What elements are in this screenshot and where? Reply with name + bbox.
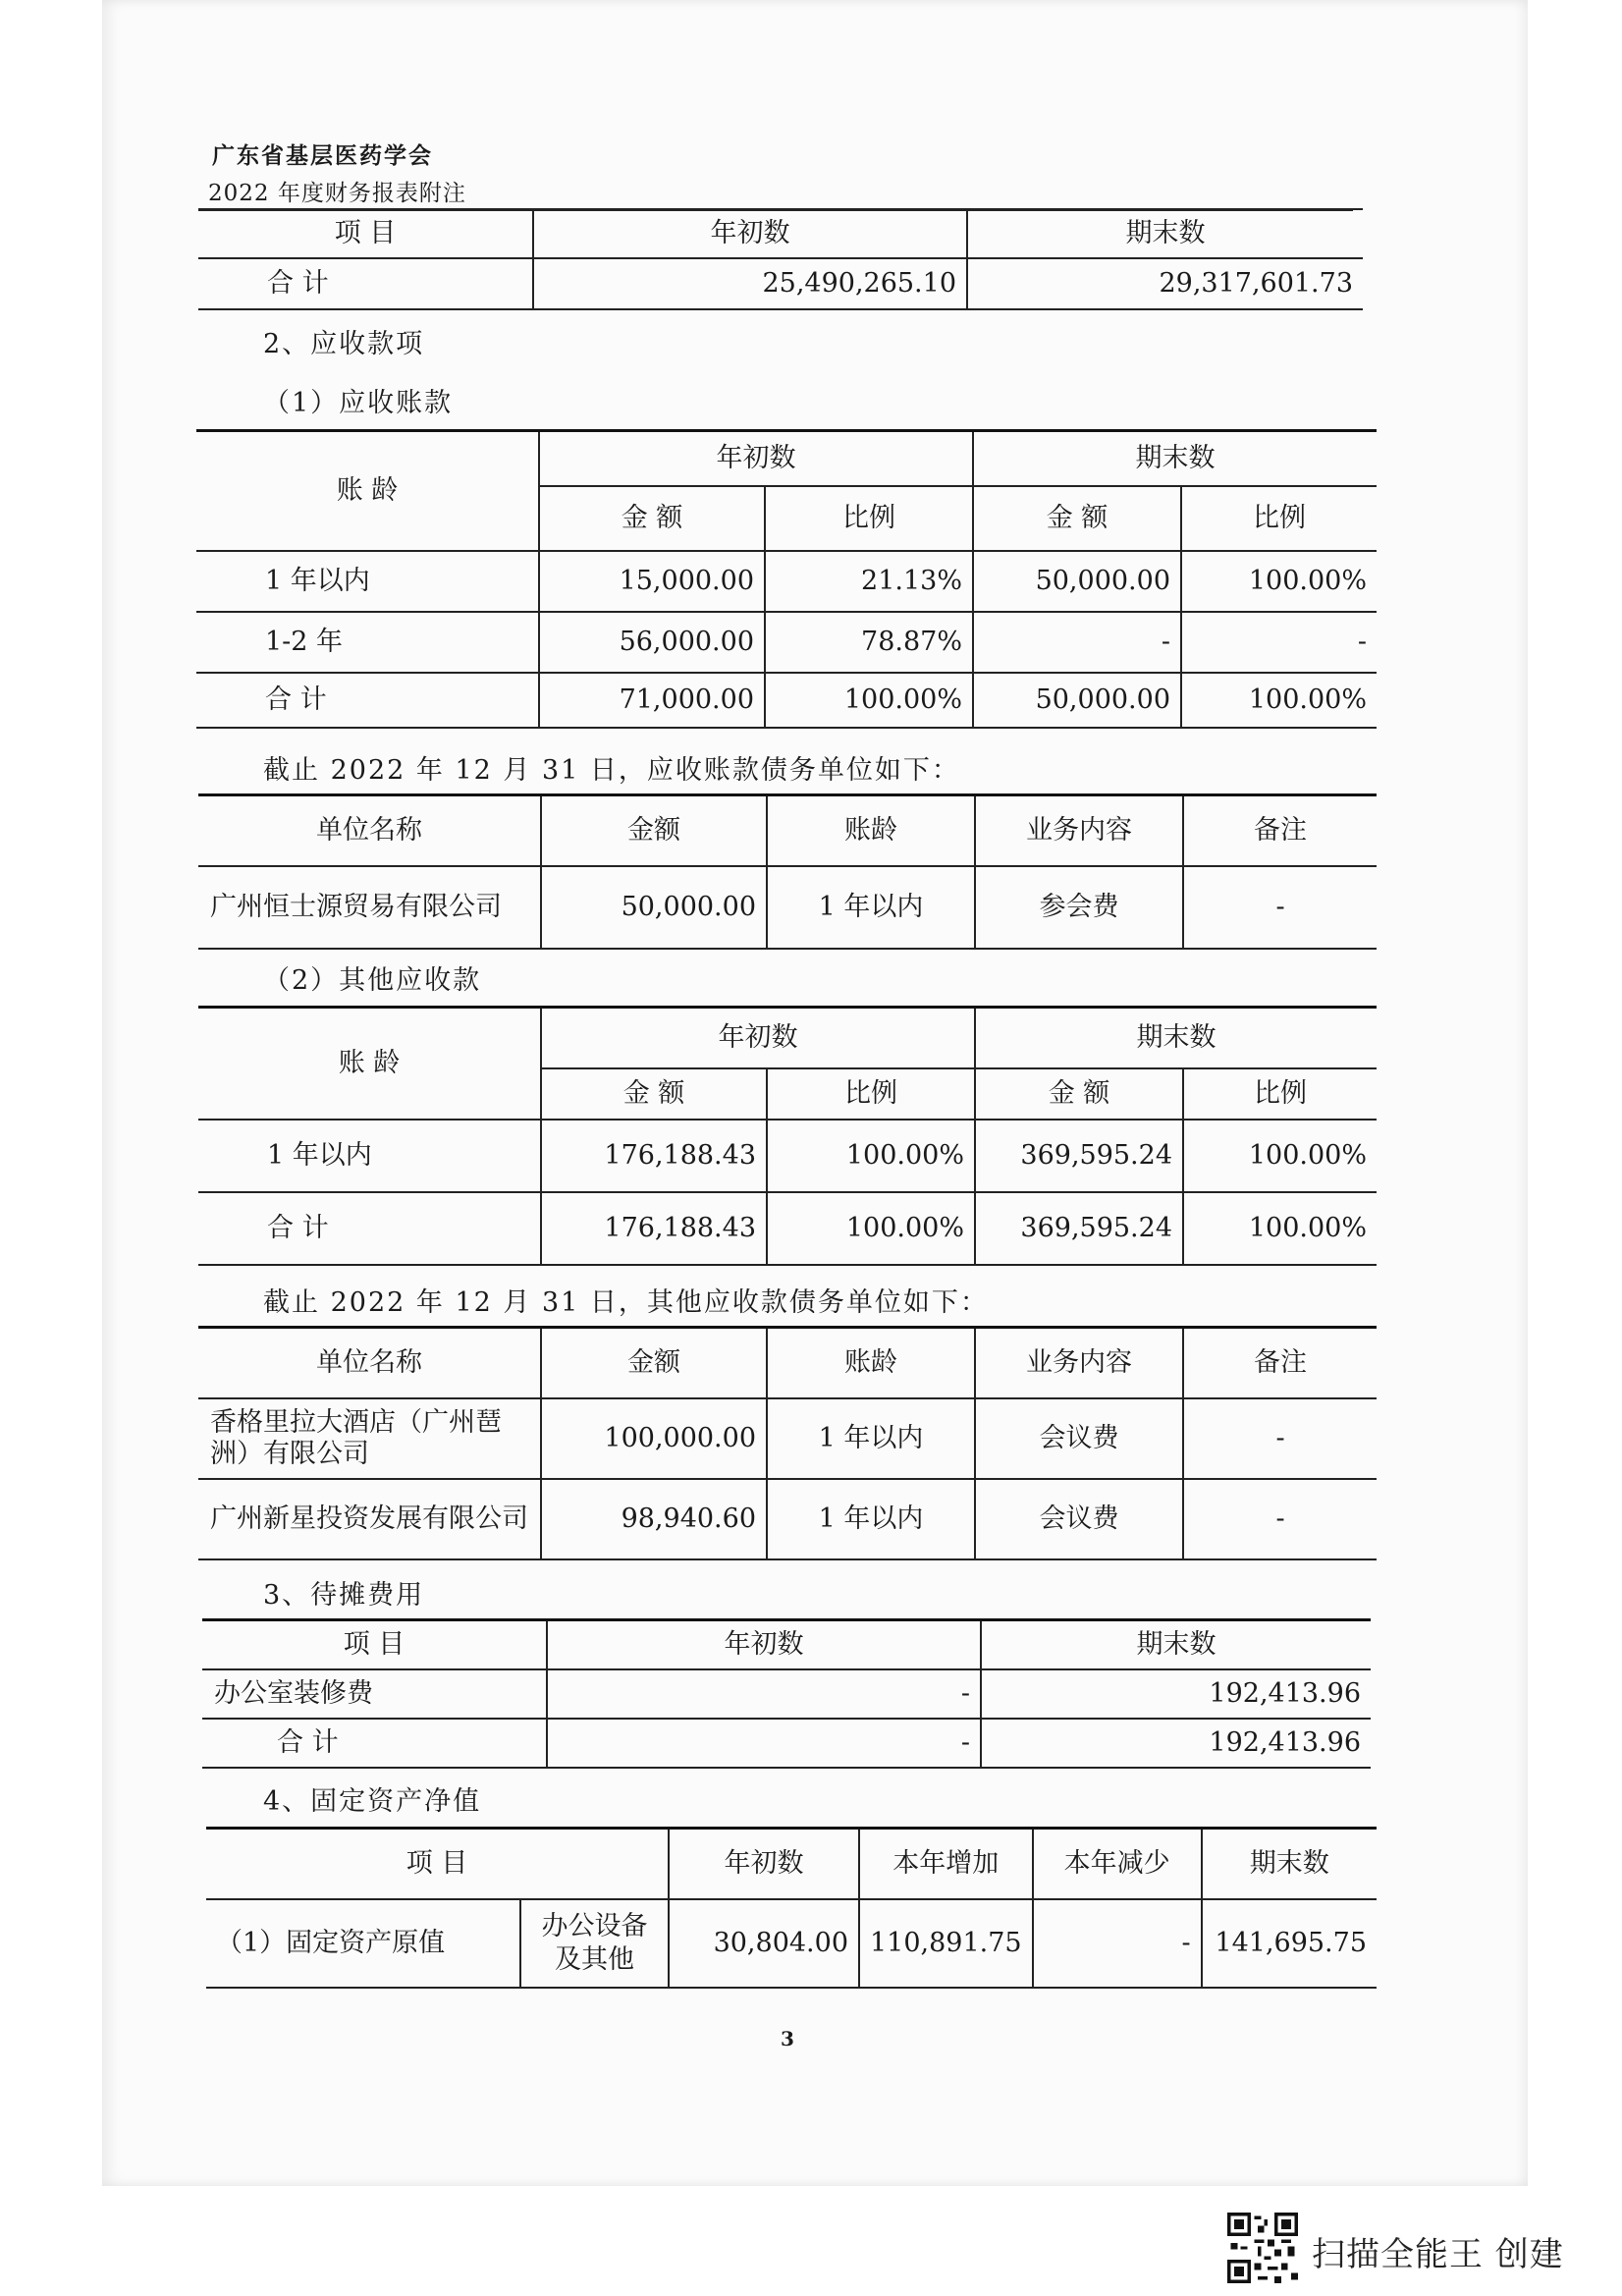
ar-h-e-amount: 金 额 [973,486,1181,551]
ar-row-age: 1-2 年 [196,612,539,673]
prepaid-h-item: 项 目 [202,1620,547,1669]
ar-h-b-ratio: 比例 [765,486,973,551]
or-row-b-ratio: 100.00% [767,1120,975,1192]
ar-row-e-amount: - [973,612,1181,673]
table-row [198,1120,1377,1192]
ar-debtor-table [198,793,1377,950]
fixed-row-sub: 办公设备及其他 [520,1899,669,1988]
fixed-row-minus: - [1033,1899,1202,1988]
total-table [198,208,1363,310]
section-2-title: 2、应收款项 [263,329,425,359]
ar-row-b-amount: 71,000.00 [539,673,765,728]
or-row-e-amount: 369,595.24 [975,1120,1183,1192]
fixed-row-begin: 30,804.00 [669,1899,859,1988]
or-d-h-age: 账龄 [767,1328,975,1398]
table-row [198,1398,1377,1479]
col-begin: 年初数 [533,209,967,258]
or-row-b-amount: 176,188.43 [541,1120,767,1192]
or-d-biz: 会议费 [975,1398,1183,1479]
ar-h-e-ratio: 比例 [1181,486,1377,551]
or-d-biz: 会议费 [975,1479,1183,1559]
or-row-age: 合 计 [198,1192,541,1265]
ar-d-h-amount: 金额 [541,795,767,866]
prepaid-row-item: 合 计 [202,1719,547,1768]
prepaid-row-end: 192,413.96 [981,1669,1371,1719]
or-h-b-ratio: 比例 [767,1068,975,1120]
ar-d-unit: 广州恒士源贸易有限公司 [198,866,541,949]
total-begin: 25,490,265.10 [533,258,967,309]
ar-d-amount: 50,000.00 [541,866,767,949]
fixed-h-add: 本年增加 [859,1829,1033,1899]
ar-d-h-biz: 业务内容 [975,795,1183,866]
ar-d-h-age: 账龄 [767,795,975,866]
total-label: 合 计 [198,258,533,309]
fixed-row-end: 141,695.75 [1202,1899,1377,1988]
ar-row-b-ratio: 78.87% [765,612,973,673]
fixed-row-item: （1）固定资产原值 [206,1899,520,1988]
table-row [202,1719,1371,1768]
fixed-assets-title: 4、固定资产净值 [263,1786,482,1817]
ar-row-e-ratio: 100.00% [1181,673,1377,728]
or-title: （2）其他应收款 [263,965,482,996]
ar-row-age: 1 年以内 [196,551,539,612]
fixed-assets-table [206,1827,1377,1989]
ar-d-remark: - [1183,866,1377,949]
or-row-e-ratio: 100.00% [1183,1192,1377,1265]
or-h-e-amount: 金 额 [975,1068,1183,1120]
scanner-brand: 扫描全能王 创建 [1312,2235,1564,2274]
qr-code-icon [1227,2213,1298,2283]
or-d-h-amount: 金额 [541,1328,767,1398]
or-aging-table [198,1006,1377,1266]
ar-h-begin: 年初数 [539,431,973,486]
or-row-b-ratio: 100.00% [767,1192,975,1265]
prepaid-row-begin: - [547,1669,981,1719]
ar-row-e-ratio: 100.00% [1181,551,1377,612]
or-row-age: 1 年以内 [198,1120,541,1192]
or-d-amount: 98,940.60 [541,1479,767,1559]
table-row [196,673,1377,728]
ar-row-e-amount: 50,000.00 [973,551,1181,612]
or-h-e-ratio: 比例 [1183,1068,1377,1120]
ar-row-b-ratio: 100.00% [765,673,973,728]
page-number: 3 [781,2027,794,2050]
or-d-h-biz: 业务内容 [975,1328,1183,1398]
or-row-e-amount: 369,595.24 [975,1192,1183,1265]
or-d-unit: 广州新星投资发展有限公司 [198,1479,541,1559]
ar-row-b-amount: 56,000.00 [539,612,765,673]
table-row [198,866,1377,949]
prepaid-row-begin: - [547,1719,981,1768]
prepaid-h-end: 期末数 [981,1620,1371,1669]
or-d-age: 1 年以内 [767,1398,975,1479]
ar-d-age: 1 年以内 [767,866,975,949]
prepaid-row-item: 办公室装修费 [202,1669,547,1719]
or-d-remark: - [1183,1479,1377,1559]
or-d-unit: 香格里拉大酒店（广州琶洲）有限公司 [198,1398,541,1479]
ar-row-e-ratio: - [1181,612,1377,673]
ar-row-b-ratio: 21.13% [765,551,973,612]
or-debtor-table [198,1326,1377,1560]
table-row [196,551,1377,612]
report-subtitle: 2022 年度财务报表附注 [208,181,466,206]
ar-d-h-remark: 备注 [1183,795,1377,866]
table-row [198,1479,1377,1559]
prepaid-table [202,1618,1371,1769]
total-end: 29,317,601.73 [967,258,1363,309]
ar-d-biz: 参会费 [975,866,1183,949]
fixed-row-add: 110,891.75 [859,1899,1033,1988]
or-h-b-amount: 金 额 [541,1068,767,1120]
table-row [202,1669,1371,1719]
fixed-h-begin: 年初数 [669,1829,859,1899]
table-row [198,1192,1377,1265]
ar-debtor-note: 截止 2022 年 12 月 31 日，应收账款债务单位如下： [263,755,960,786]
prepaid-row-end: 192,413.96 [981,1719,1371,1768]
table-row [196,612,1377,673]
or-d-remark: - [1183,1398,1377,1479]
col-item: 项 目 [198,209,533,258]
ar-h-age: 账 龄 [196,431,539,551]
or-row-e-ratio: 100.00% [1183,1120,1377,1192]
or-d-h-remark: 备注 [1183,1328,1377,1398]
or-debtor-note: 截止 2022 年 12 月 31 日，其他应收款债务单位如下： [263,1287,989,1318]
fixed-h-sub: 本年减少 [1033,1829,1202,1899]
ar-row-e-amount: 50,000.00 [973,673,1181,728]
or-h-age: 账 龄 [198,1008,541,1120]
org-name: 广东省基层医药学会 [212,142,433,169]
or-d-age: 1 年以内 [767,1479,975,1559]
or-d-h-unit: 单位名称 [198,1328,541,1398]
ar-title: （1）应收账款 [263,388,454,418]
prepaid-title: 3、待摊费用 [263,1580,425,1611]
fixed-h-item: 项 目 [206,1829,669,1899]
or-d-amount: 100,000.00 [541,1398,767,1479]
prepaid-h-begin: 年初数 [547,1620,981,1669]
fixed-h-end: 期末数 [1202,1829,1377,1899]
ar-row-age: 合 计 [196,673,539,728]
table-row [206,1899,1377,1988]
or-h-begin: 年初数 [541,1008,975,1068]
ar-d-h-unit: 单位名称 [198,795,541,866]
ar-aging-table [196,429,1377,729]
or-row-b-amount: 176,188.43 [541,1192,767,1265]
or-h-end: 期末数 [975,1008,1377,1068]
col-end: 期末数 [967,209,1363,258]
ar-h-end: 期末数 [973,431,1377,486]
ar-row-b-amount: 15,000.00 [539,551,765,612]
ar-h-b-amount: 金 额 [539,486,765,551]
